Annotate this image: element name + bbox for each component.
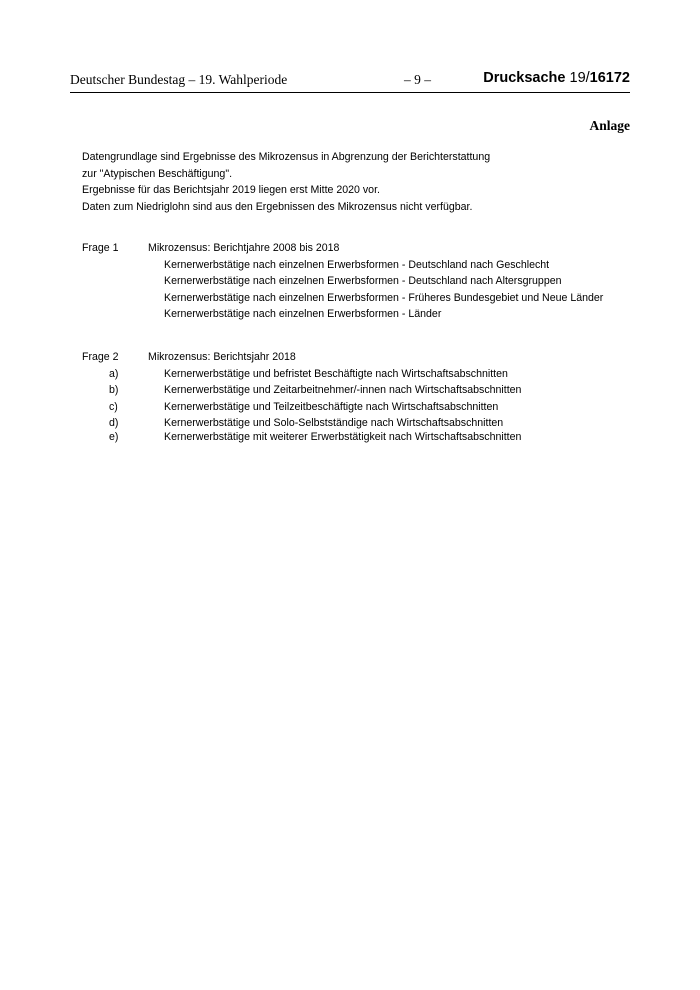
intro-line: zur "Atypischen Beschäftigung".	[82, 167, 233, 180]
header-publication: Deutscher Bundestag – 19. Wahlperiode	[70, 72, 288, 87]
header-number: 16172	[589, 70, 630, 86]
anlage-heading: Anlage	[589, 118, 630, 133]
frage2-item: Kernerwerbstätige und Teilzeitbeschäftigte nach Wirtschaftsabschnitten	[164, 400, 499, 413]
intro-line: Datengrundlage sind Ergebnisse des Mikrozensus in Abgrenzung der Berichterstattung	[82, 151, 491, 163]
frage2-item: Kernerwerbstätige und Solo-Selbstständige nach Wirtschaftsabschnitten	[164, 417, 504, 429]
frage2-item-letter: e)	[109, 430, 119, 443]
intro-line: Ergebnisse für das Berichtsjahr 2019 liegen erst Mitte 2020 vor.	[82, 184, 380, 196]
intro-line: Daten zum Niedriglohn sind aus den Ergebnissen des Mikrozensus nicht verfügbar.	[82, 200, 473, 213]
frage1-label: Frage 1	[82, 242, 119, 254]
frage1-item: Kernerwerbstätige nach einzelnen Erwerbsformen - Länder	[164, 308, 442, 320]
frage1-item: Kernerwerbstätige nach einzelnen Erwerbsformen - Deutschland nach Geschlecht	[164, 258, 550, 271]
frage2-title: Mikrozensus: Berichtsjahr 2018	[148, 351, 296, 363]
frage2-item-letter: b)	[109, 384, 119, 396]
header-number-prefix: 19/	[569, 70, 590, 86]
frage2-section	[82, 351, 642, 444]
header-drucksache-label: Drucksache	[483, 70, 566, 86]
frage2-item-letter: a)	[109, 367, 119, 380]
page-header	[70, 70, 630, 93]
frage1-section	[82, 242, 642, 325]
frage2-item: Kernerwerbstätige und Zeitarbeitnehmer/-innen nach Wirtschaftsabschnitten	[164, 384, 522, 396]
frage2-item: Kernerwerbstätige mit weiterer Erwerbstätigkeit nach Wirtschaftsabschnitten	[164, 430, 522, 443]
frage2-item-letter: c)	[109, 400, 118, 413]
frage1-item: Kernerwerbstätige nach einzelnen Erwerbsformen - Deutschland nach Altersgruppen	[164, 275, 562, 287]
frage2-label: Frage 2	[82, 351, 119, 363]
frage2-item: Kernerwerbstätige und befristet Beschäftigte nach Wirtschaftsabschnitten	[164, 367, 508, 380]
frage1-title: Mikrozensus: Berichtjahre 2008 bis 2018	[148, 242, 340, 254]
frage1-item: Kernerwerbstätige nach einzelnen Erwerbsformen - Früheres Bundesgebiet und Neue Länder	[164, 291, 604, 304]
header-page-number: – 9 –	[404, 72, 431, 87]
frage2-item-letter: d)	[109, 417, 119, 429]
header-document-number	[483, 70, 630, 86]
intro-paragraph	[82, 149, 490, 215]
